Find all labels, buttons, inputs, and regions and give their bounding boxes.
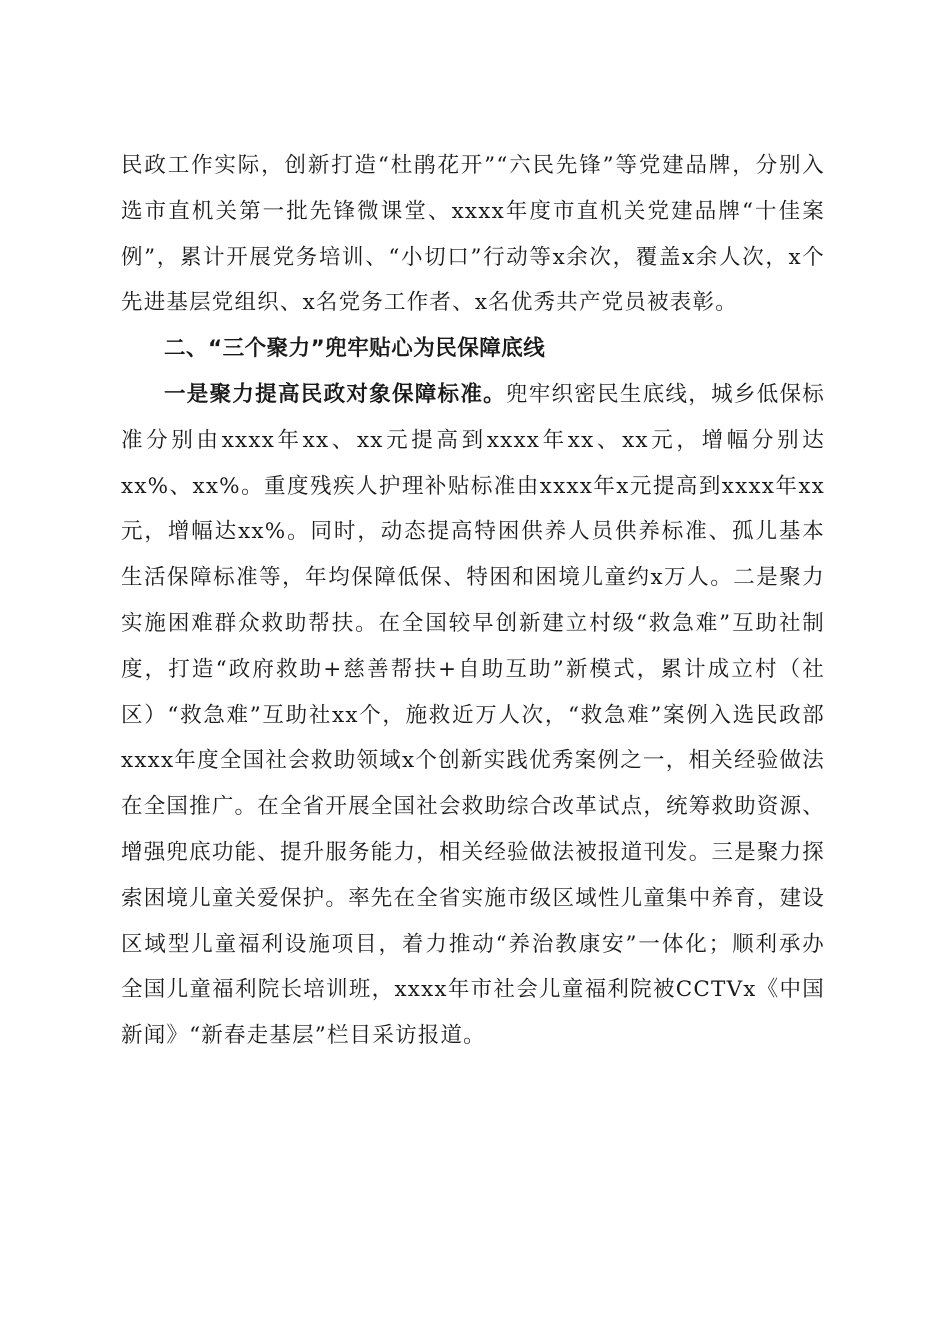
paragraph-social-security — [121, 372, 825, 1059]
document-body — [121, 143, 825, 1059]
paragraph-lead-phrase: 一是聚力提高民政对象保障标准。 — [164, 381, 506, 407]
paragraph-party-building: 民政工作实际，创新打造“杜鹃花开”“六民先锋”等党建品牌，分别入选市直机关第一批先锋微课堂、xxxx年度市直机关党建品牌“十佳案例”，累计开展党务培训、“小切口”行动等x余次，覆盖x余人次，x个先进基层党组织、x名党务工作者、x名优秀共产党员被表彰。 — [121, 153, 825, 316]
section-heading-2: 二、“三个聚力”兜牢贴心为民保障底线 — [164, 336, 546, 362]
paragraph-body-text: 兜牢织密民生底线，城乡低保标准分别由xxxx年xx、xx元提高到xxxx年xx、xx元，增幅分别达xx%、xx%。重度残疾人护理补贴标准由xxxx年x元提高到xxxx年xx元，增幅达xx%。同时，动态提高特困供养人员供养标准、孤儿基本生活保障标准等，年均保障低保、特困和困境儿童约x万人。二是聚力实施困难群众救助帮扶。在全国较早创新建立村级“救急难”互助社制度，打造“政府救助+慈善帮扶+自助互助”新模式，累计成立村（社区）“救急难”互助社xx个，施救近万人次，“救急难”案例入选民政部xxxx年度全国社会救助领域x个创新实践优秀案例之一，相关经验做法在全国推广。在全省开展全国社会救助综合改革试点，统筹救助资源、增强兜底功能、提升服务能力，相关经验做法被报道刊发。三是聚力探索困境儿童关爱保护。率先在全省实施市级区域性儿童集中养育，建设区域型儿童福利设施项目，着力推动“养治教康安”一体化；顺利承办全国儿童福利院长培训班，xxxx年市社会儿童福利院被CCTVx《中国新闻》“新春走基层”栏目采访报道。 — [121, 381, 825, 1049]
